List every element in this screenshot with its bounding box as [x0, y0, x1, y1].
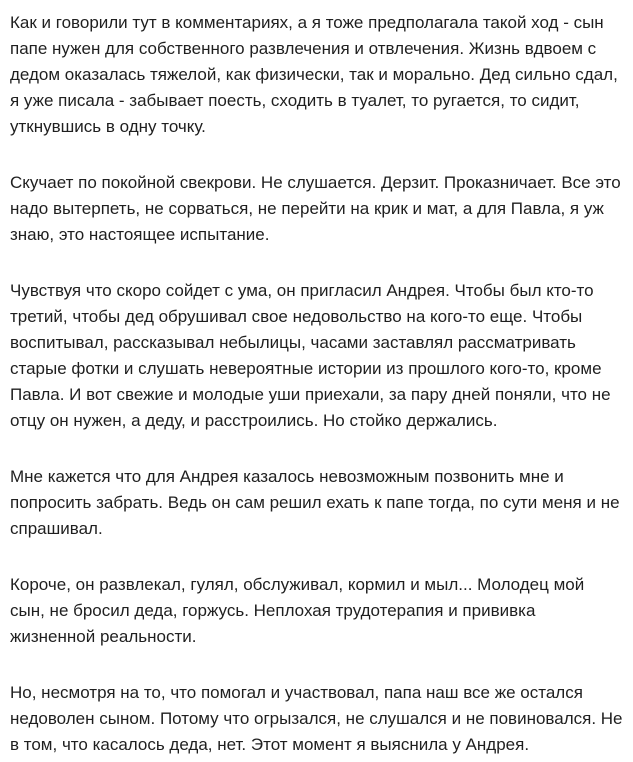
paragraph-2: Скучает по покойной свекрови. Не слушается. Дерзит. Проказничает. Все это надо вытерпеть, не сорваться, не перейти на крик и мат, а для Павла, я уж знаю, это настоящее испытание.: [10, 173, 621, 244]
paragraph-6: Но, несмотря на то, что помогал и участвовал, папа наш все же остался недоволен сыном. Потому что огрызался, не слушался и не повиновался. Не в том, что касалось деда, нет. Этот момент я выяснила у Андрея.: [10, 683, 623, 754]
paragraph-1: Как и говорили тут в комментариях, а я тоже предполагала такой ход - сын папе нужен для собственного развлечения и отвлечения. Жизнь вдвоем с дедом оказалась тяжелой, как физически, так и морально. Дед сильно сдал, я уже писала - забывает поесть, сходить в туалет, то ругается, то сидит, уткнувшись в одну точку.: [10, 13, 618, 136]
paragraph-4: Мне кажется что для Андрея казалось невозможным позвонить мне и попросить забрать. Ведь он сам решил ехать к папе тогда, по сути меня и не спрашивал.: [10, 467, 620, 538]
paragraph-3: Чувствуя что скоро сойдет с ума, он пригласил Андрея. Чтобы был кто-то третий, чтобы дед обрушивал свое недовольство на кого-то еще. Чтобы воспитывал, рассказывал небылицы, часами заставлял рассматривать старые фотки и слушать невероятные истории из прошлого кого-то, кроме Павла. И вот свежие и молодые уши приехали, за пару дней поняли, что не отцу он нужен, а деду, и расстроились. Но стойко держались.: [10, 281, 611, 430]
paragraph-5: Короче, он развлекал, гулял, обслуживал, кормил и мыл... Молодец мой сын, не бросил деда, горжусь. Неплохая трудотерапия и прививка жизненной реальности.: [10, 575, 585, 646]
